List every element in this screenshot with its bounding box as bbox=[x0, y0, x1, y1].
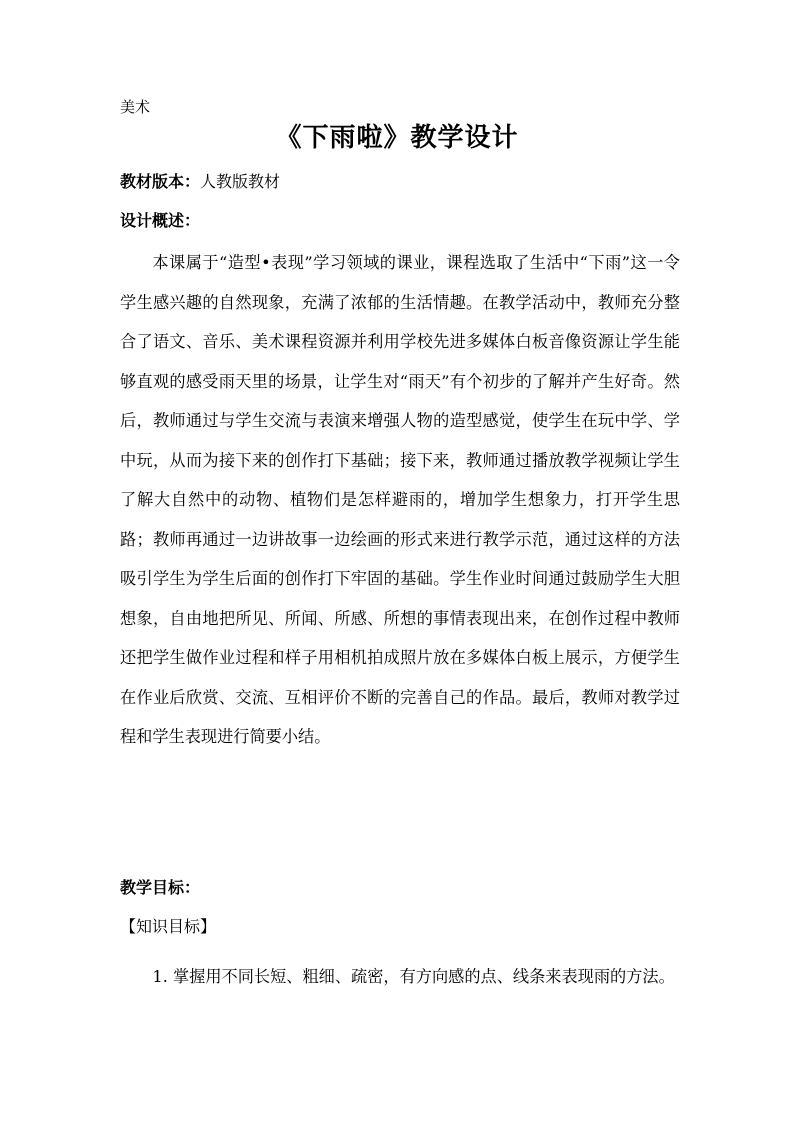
page-title: 《下雨啦》教学设计 bbox=[275, 123, 519, 153]
goals-heading: 教学目标： bbox=[120, 878, 201, 897]
subject-label: 美术 bbox=[120, 98, 151, 116]
knowledge-goal-label: 【知识目标】 bbox=[120, 917, 217, 936]
overview-heading: 设计概述： bbox=[120, 211, 201, 230]
overview-paragraph: 本课属于“造型•表现”学习领域的课业，课程选取了生活中“下雨”这一令学生感兴趣的自然现象，充满了浓郁的生活情趣。在教学活动中，教师充分整合了语文、音乐、美术课程资源并利用学校先进多媒体白板音像资源让学生能够直观的感受雨天里的场景，让学生对“雨天”有个初步的了解并产生好奇。然后，教师通过与学生交流与表演来增强人物的造型感觉，使学生在玩中学、学中玩，从而为接下来的创作打下基础；接下来，教师通过播放教学视频让学生了解大自然中的动物、植物们是怎样避雨的，增加学生想象力，打开学生思路；教师再通过一边讲故事一边绘画的形式来进行教学示范，通过这样的方法吸引学生为学生后面的创作打下牢固的基础。学生作业时间通过鼓励学生大胆想象，自由地把所见、所闻、所感、所想的事情表现出来，在创作过程中教师还把学生做作业过程和样子用相机拍成照片放在多媒体白板上展示，方便学生在作业后欣赏、交流、互相评价不断的完善自己的作品。最后，教师对教学过程和学生表现进行简要小结。 bbox=[120, 253, 680, 746]
knowledge-goal-item-1: 1. 掌握用不同长短、粗细、疏密，有方向感的点、线条来表现雨的方法。 bbox=[152, 967, 675, 986]
textbook-version-value: 人教版教材 bbox=[200, 172, 281, 191]
textbook-version-label: 教材版本： bbox=[120, 172, 201, 191]
textbook-version bbox=[120, 170, 280, 194]
